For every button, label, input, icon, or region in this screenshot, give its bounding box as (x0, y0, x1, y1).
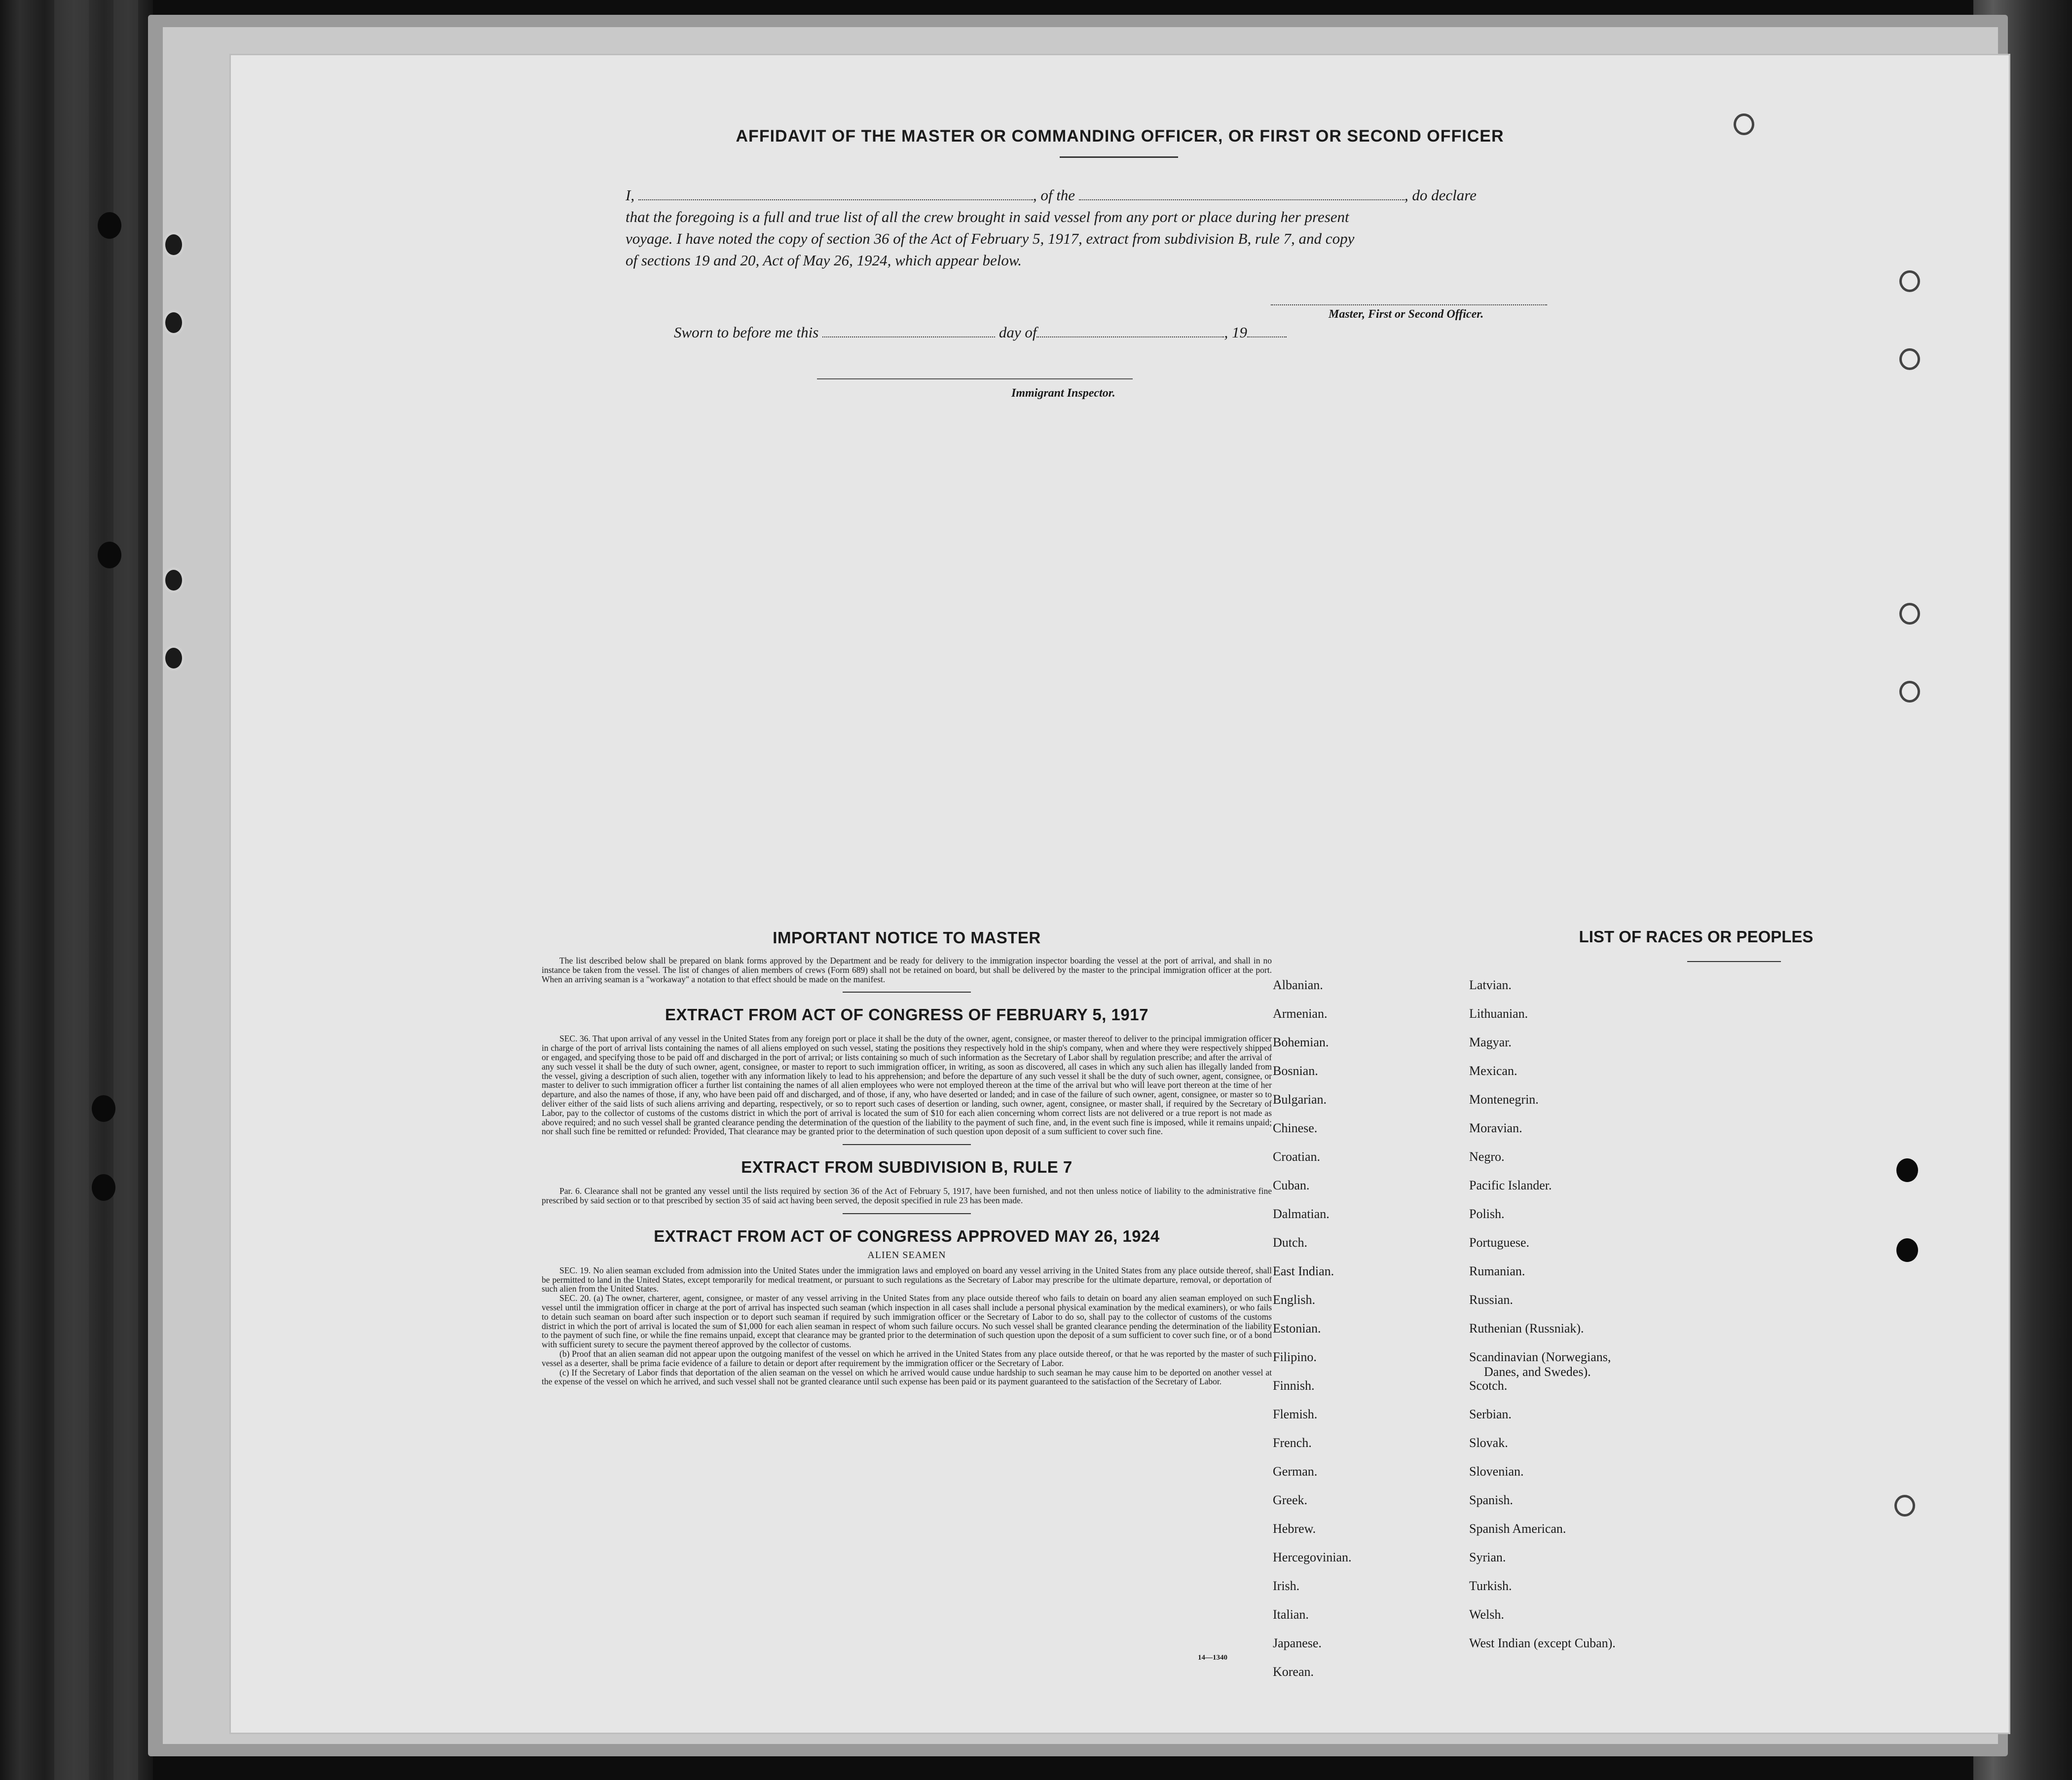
affidavit-declare: , do declare (1404, 186, 1477, 204)
race-item: Dutch. (1273, 1235, 1308, 1250)
race-item: Montenegrin. (1469, 1092, 1539, 1107)
affidavit-title: AFFIDAVIT OF THE MASTER OR COMMANDING OFFICER, OR FIRST OR SECOND OFFICER (736, 127, 1504, 146)
race-item: Portuguese. (1469, 1235, 1530, 1250)
race-item: Ruthenian (Russniak). (1469, 1321, 1584, 1335)
race-item: Moravian. (1469, 1121, 1522, 1135)
master-signature-line (1271, 304, 1547, 305)
master-label: Master, First or Second Officer. (1329, 308, 1484, 321)
race-item: Scandinavian (Norwegians, (1469, 1350, 1611, 1364)
race-item: Scotch. (1469, 1378, 1508, 1393)
punch-hole (92, 1095, 115, 1122)
punch-hole (1894, 1495, 1915, 1517)
race-item: Korean. (1273, 1665, 1314, 1679)
race-item: Serbian. (1469, 1407, 1512, 1421)
race-item: Negro. (1469, 1150, 1505, 1164)
race-item: Croatian. (1273, 1150, 1321, 1164)
race-item: Danes, and Swedes). (1484, 1365, 1591, 1379)
punch-hole (163, 567, 185, 593)
race-item: Chinese. (1273, 1121, 1318, 1135)
subdivision-title: EXTRACT FROM SUBDIVISION B, RULE 7 (741, 1158, 1073, 1177)
inspector-signature-line (817, 378, 1133, 379)
race-item: French. (1273, 1436, 1312, 1450)
race-item: Finnish. (1273, 1378, 1315, 1393)
section-divider (843, 992, 971, 993)
punch-hole (1896, 1158, 1918, 1182)
race-item: Magyar. (1469, 1035, 1512, 1049)
affidavit-line-1 (626, 185, 1775, 206)
notice-title: IMPORTANT NOTICE TO MASTER (773, 928, 1041, 947)
race-item: Spanish American. (1469, 1521, 1566, 1536)
form-number: 14—1340 (1198, 1654, 1227, 1662)
race-item: Filipino. (1273, 1350, 1317, 1364)
punch-hole (163, 232, 185, 258)
manifest-page (231, 55, 2009, 1733)
punch-hole (92, 1174, 115, 1201)
notice-text: The list described below shall be prepared on blank forms approved by the Department and be ready for delivery to the immigration inspector boarding the vessel at the port of arrival, and shall in no instance be taken from the vessel. The list of changes of alien members of crews (Form 689) shall not be retained on board, but shall be delivered by the master to the principal immigration officer at the port. When an arriving seaman is a "workaway" a notation to that effect should be made on the manifest. (542, 956, 1272, 984)
race-item: Armenian. (1273, 1006, 1328, 1021)
affidavit-i: I, (626, 186, 635, 204)
race-item: Mexican. (1469, 1064, 1517, 1078)
race-item: Greek. (1273, 1493, 1308, 1507)
affidavit-body (626, 185, 1775, 271)
race-item: West Indian (except Cuban). (1469, 1636, 1616, 1650)
sworn-year-blank (1247, 325, 1287, 337)
punch-hole (1899, 603, 1920, 625)
race-item: Italian. (1273, 1607, 1309, 1622)
punch-hole (98, 212, 121, 239)
affidavit-line-3: voyage. I have noted the copy of section 36 of the Act of February 5, 1917, extract from subdivision B, rule 7, and copy (626, 230, 1355, 247)
binder-strip (54, 0, 89, 1780)
race-item: Slovak. (1469, 1436, 1508, 1450)
title-rule (1060, 156, 1178, 158)
extract-1924-title: EXTRACT FROM ACT OF CONGRESS APPROVED MAY 26, 1924 (654, 1226, 1160, 1245)
race-item: Russian. (1469, 1293, 1513, 1307)
alien-seamen-subtitle: ALIEN SEAMEN (867, 1249, 946, 1261)
race-item: Slovenian. (1469, 1464, 1524, 1479)
punch-hole (1896, 1238, 1918, 1262)
punch-hole (1899, 681, 1920, 703)
extract-1924-sec20a: SEC. 20. (a) The owner, charterer, agent, consignee, or master of any vessel arriving in the United States from any place outside thereof who fails to detain on board any alien seaman employed on such vessel until the immigration officer in charge at the port of arrival has inspected such seaman (which inspection in all cases shall include a personal physical examination by the medical examiners), or who fails to detain such seaman on board after such inspection or to deport such seaman if required by such immigration officer or the Secretary of Labor to do so, shall pay to the collector of customs of the customs district in which the port of arrival is located the sum of $1,000 for each alien seaman in respect of whom such failure occurs. No such vessel shall be granted clearance pending the determination of the liability to the payment of such fine, or while the fine remains unpaid, except that clearance may be granted prior to the determination of such question upon the deposit of a sum sufficient to cover such fine, or of a bond with sufficient surety to secure the payment thereof approved by the collector of customs. (542, 1293, 1272, 1350)
section-divider (843, 1213, 971, 1214)
punch-hole (163, 645, 185, 671)
sworn-day-blank (822, 325, 995, 337)
name-blank (638, 187, 1033, 200)
race-item: Japanese. (1273, 1636, 1322, 1650)
sworn-year: , 19 (1224, 324, 1247, 341)
race-item: Dalmatian. (1273, 1207, 1330, 1221)
punch-hole (163, 310, 185, 335)
race-item: Welsh. (1469, 1607, 1504, 1622)
race-item: English. (1273, 1293, 1315, 1307)
subdivision-text: Par. 6. Clearance shall not be granted any vessel until the lists required by section 36 of the Act of February 5, 1917, have been furnished, and not then unless notice of liability to the administrative fine prescribed by said section or to that prescribed by section 35 of said act having been served, the deposit specified in rule 23 has been made. (542, 1186, 1272, 1205)
extract-1924-sec20c: (c) If the Secretary of Labor finds that deportation of the alien seaman on the vessel on which he arrived would cause undue hardship to such seaman he may cause him to be deported on another vessel at the expense of the vessel on which he arrived, and such vessel shall not be granted clearance until such expense has been paid or its payment guaranteed to the satisfaction of the Secretary of Labor. (542, 1367, 1272, 1387)
punch-hole (1899, 348, 1920, 370)
race-item: Hercegovinian. (1273, 1550, 1352, 1564)
sworn-month-blank (1036, 325, 1224, 337)
binder-strip (113, 0, 138, 1780)
race-item: Turkish. (1469, 1579, 1512, 1593)
race-item: Polish. (1469, 1207, 1505, 1221)
race-item: Spanish. (1469, 1493, 1513, 1507)
race-item: Lithuanian. (1469, 1006, 1528, 1021)
notice-section (542, 928, 1272, 1386)
race-item: East Indian. (1273, 1264, 1334, 1278)
race-item: Syrian. (1469, 1550, 1506, 1564)
race-item: Bosnian. (1273, 1064, 1318, 1078)
sworn-day-of: day of (999, 324, 1037, 341)
extract-1917-text: SEC. 36. That upon arrival of any vessel in the United States from any foreign port or place it shall be the duty of the owner, agent, consignee, or master thereof to deliver to the principal immigration officer in charge of the port of arrival lists containing the names of all aliens employed on such vessel, stating the positions they respectively hold in the ship's company, when and where they were respectively shipped or engaged, and specifying those to be paid off and discharged in the port of arrival; or lists containing so much of such information as the Secretary of Labor shall by regulation prescribe; and after the arrival of any such vessel it shall be the duty of such owner, agent, consignee, or master to report to such immigration officer, in writing, as soon as discovered, all cases in which any such alien has illegally landed from the vessel, giving a description of such alien, together with any information likely to lead to his apprehension; and before the departure of any such vessel it shall be the duty of such owner, agent, consignee, or master to deliver to such immigration officer a further list containing the names of all alien employees who were not employed thereon at the time of the arrival but who will leave port thereon at the time of her departure, and also the names of those, if any, who have been paid off and discharged, and of those, if any, who have deserted or landed; and in case of the failure of such owner, agent, consignee, or master so to deliver either of the said lists of such aliens arriving and departing, respectively, or so to report such cases of desertion or landing, such owner, agent, consignee, or master shall, if required by the Secretary of Labor, pay to the collector of customs of the customs district in which the port of arrival is located the sum of $10 for each alien concerning whom correct lists are not delivered or a true report is not made as above required; and no such vessel shall be granted clearance pending the determination of the question of the liability to the payment of such fine, and, in the event such fine is imposed, while it remains unpaid; nor shall such fine be remitted or refunded: Provided, That clearance may be granted prior to the determination of such question upon deposit of a sum sufficient to cover such fine. (542, 1034, 1272, 1137)
extract-1924-sec19: SEC. 19. No alien seaman excluded from admission into the United States under the immigration laws and employed on board any vessel arriving in the United States from any place outside thereof, shall be permitted to land in the United States, except temporarily for medical treatment, or pursuant to such regulations as the Secretary of Labor may prescribe for the ultimate departure, removal, or deportation of such alien from the United States. (542, 1265, 1272, 1294)
vessel-blank (1079, 187, 1405, 200)
race-item: Cuban. (1273, 1178, 1310, 1192)
sworn-text: Sworn to before me this (674, 324, 819, 341)
race-item: Hebrew. (1273, 1521, 1316, 1536)
section-divider (843, 1144, 971, 1145)
punch-hole (1899, 270, 1920, 292)
inspector-label: Immigrant Inspector. (1011, 387, 1115, 400)
races-title: LIST OF RACES OR PEOPLES (1579, 927, 1813, 946)
race-item: German. (1273, 1464, 1318, 1479)
affidavit-line-2: that the foregoing is a full and true list of all the crew brought in said vessel from any port or place during her present (626, 208, 1349, 225)
races-title-rule (1687, 961, 1781, 962)
extract-1917-title: EXTRACT FROM ACT OF CONGRESS OF FEBRUARY 5, 1917 (665, 1005, 1148, 1024)
race-item: Estonian. (1273, 1321, 1321, 1335)
race-item: Irish. (1273, 1579, 1300, 1593)
affidavit-of-the: , of the (1033, 186, 1075, 204)
race-item: Pacific Islander. (1469, 1178, 1552, 1192)
race-item: Rumanian. (1469, 1264, 1525, 1278)
affidavit-line-4: of sections 19 and 20, Act of May 26, 1924, which appear below. (626, 252, 1022, 269)
race-item: Latvian. (1469, 978, 1512, 992)
race-item: Flemish. (1273, 1407, 1318, 1421)
punch-hole (98, 542, 121, 568)
sworn-line (674, 322, 1611, 343)
race-item: Bohemian. (1273, 1035, 1329, 1049)
extract-1924-sec20b: (b) Proof that an alien seaman did not appear upon the outgoing manifest of the vessel on which he arrived in the United States from any place outside thereof, or that he was reported by the master of such vessel as a deserter, shall be prima facie evidence of a failure to detain or deport after requirement by the immigration officer or the Secretary of Labor. (542, 1348, 1272, 1368)
race-item: Bulgarian. (1273, 1092, 1327, 1107)
race-item: Albanian. (1273, 978, 1323, 992)
